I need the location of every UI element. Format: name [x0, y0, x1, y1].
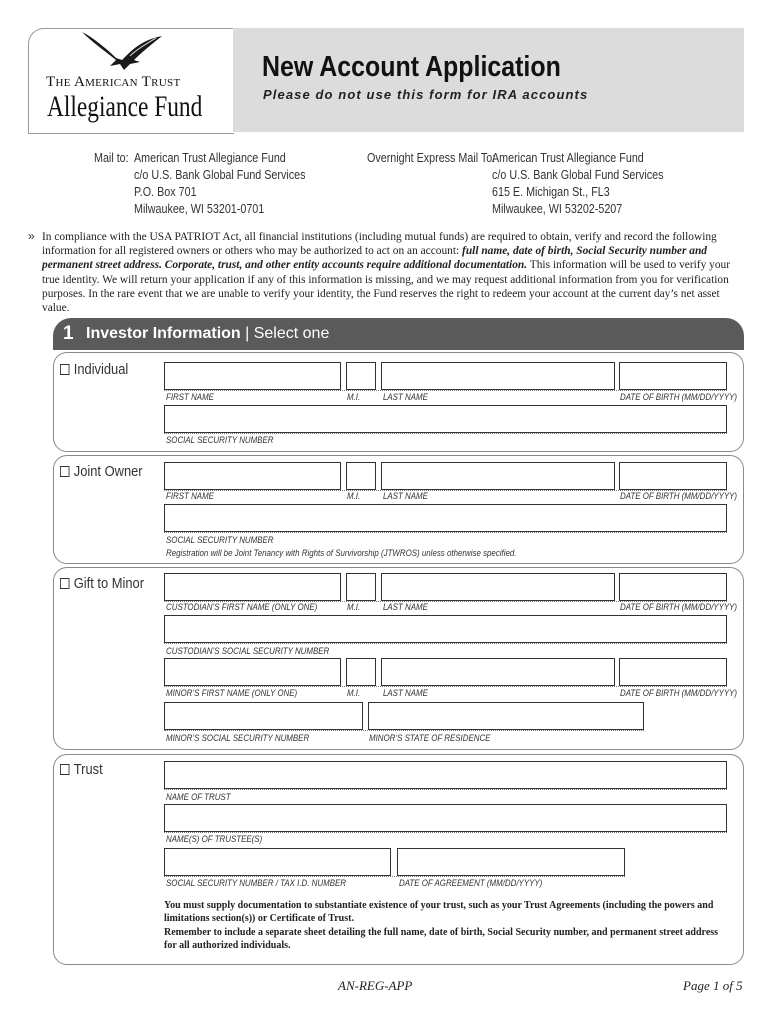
overnight-line1: American Trust Allegiance Fund	[492, 151, 644, 165]
logo-text-line2: Allegiance Fund	[47, 90, 203, 123]
trustees-field[interactable]	[164, 804, 727, 832]
trust-ssn-tax-label: SOCIAL SECURITY NUMBER / TAX I.D. NUMBER	[166, 878, 347, 888]
custodian-ssn-field[interactable]	[164, 615, 727, 643]
minor-first-name-field[interactable]	[164, 658, 341, 686]
minor-last-name-field[interactable]	[381, 658, 615, 686]
form-code: AN-REG-APP	[338, 978, 413, 993]
individual-ssn-label: SOCIAL SECURITY NUMBER	[166, 435, 274, 445]
joint-ssn-field[interactable]	[164, 504, 727, 532]
chevron-marker-icon: »	[28, 229, 35, 243]
minor-first-name-label: MINOR’S FIRST NAME (ONLY ONE)	[166, 688, 298, 698]
trustees-label: NAME(S) OF TRUSTEE(S)	[166, 834, 263, 844]
joint-first-name-label: FIRST NAME	[166, 491, 214, 501]
custodian-first-name-field[interactable]	[164, 573, 341, 601]
individual-mi-field[interactable]	[346, 362, 376, 390]
minor-mi-field[interactable]	[346, 658, 376, 686]
custodian-dob-field[interactable]	[619, 573, 727, 601]
mail-to-line3: P.O. Box 701	[134, 185, 197, 199]
checkbox-icon[interactable]	[60, 466, 69, 477]
custodian-dob-label: DATE OF BIRTH (MM/DD/YYYY)	[620, 602, 738, 612]
individual-dob-field[interactable]	[619, 362, 727, 390]
minor-state-label: MINOR’S STATE OF RESIDENCE	[369, 733, 491, 743]
minor-state-field[interactable]	[368, 702, 644, 730]
custodian-mi-field[interactable]	[346, 573, 376, 601]
individual-ssn-field[interactable]	[164, 405, 727, 433]
minor-dob-field[interactable]	[619, 658, 727, 686]
gift-to-minor-option[interactable]: Gift to Minor	[60, 575, 144, 592]
overnight-line4: Milwaukee, WI 53202-5207	[492, 202, 623, 216]
individual-first-name-field[interactable]	[164, 362, 341, 390]
joint-last-name-field[interactable]	[381, 462, 615, 490]
mail-to-line2: c/o U.S. Bank Global Fund Services	[134, 168, 306, 182]
trust-name-label: NAME OF TRUST	[166, 792, 231, 802]
overnight-line3: 615 E. Michigan St., FL3	[492, 185, 610, 199]
checkbox-icon[interactable]	[60, 764, 69, 775]
trust-option[interactable]: Trust	[60, 761, 103, 778]
eagle-logo-icon	[80, 30, 164, 74]
mail-to-line4: Milwaukee, WI 53201-0701	[134, 202, 265, 216]
individual-option[interactable]: Individual	[60, 361, 128, 378]
custodian-ssn-label: CUSTODIAN’S SOCIAL SECURITY NUMBER	[166, 646, 330, 656]
overnight-label: Overnight Express Mail To:	[367, 151, 496, 165]
mail-to-line1: American Trust Allegiance Fund	[134, 151, 286, 165]
section-title: Investor Information | Select one	[86, 325, 330, 342]
joint-ssn-label: SOCIAL SECURITY NUMBER	[166, 535, 274, 545]
joint-mi-label: M.I.	[347, 491, 361, 501]
minor-dob-label: DATE OF BIRTH (MM/DD/YYYY)	[620, 688, 738, 698]
custodian-last-name-label: LAST NAME	[383, 602, 428, 612]
checkbox-icon[interactable]	[60, 364, 69, 375]
joint-dob-label: DATE OF BIRTH (MM/DD/YYYY)	[620, 491, 738, 501]
joint-last-name-label: LAST NAME	[383, 491, 428, 501]
individual-dob-label: DATE OF BIRTH (MM/DD/YYYY)	[620, 392, 738, 402]
page-number: Page 1 of 5	[683, 978, 743, 993]
minor-ssn-field[interactable]	[164, 702, 363, 730]
logo-text-line1: The American Trust	[46, 74, 181, 90]
joint-first-name-field[interactable]	[164, 462, 341, 490]
minor-ssn-label: MINOR’S SOCIAL SECURITY NUMBER	[166, 733, 310, 743]
page-subtitle: Please do not use this form for IRA accounts	[263, 87, 589, 102]
page-title: New Account Application	[262, 51, 561, 83]
trust-agreement-date-label: DATE OF AGREEMENT (MM/DD/YYYY)	[399, 878, 543, 888]
individual-last-name-field[interactable]	[381, 362, 615, 390]
checkbox-icon[interactable]	[60, 578, 69, 589]
custodian-last-name-field[interactable]	[381, 573, 615, 601]
trust-ssn-tax-field[interactable]	[164, 848, 391, 876]
custodian-first-name-label: CUSTODIAN’S FIRST NAME (ONLY ONE)	[166, 602, 318, 612]
minor-mi-label: M.I.	[347, 688, 361, 698]
joint-dob-field[interactable]	[619, 462, 727, 490]
individual-mi-label: M.I.	[347, 392, 361, 402]
trust-name-field[interactable]	[164, 761, 727, 789]
joint-owner-option[interactable]: Joint Owner	[60, 463, 143, 480]
mail-to-label: Mail to:	[94, 151, 129, 165]
trust-documentation-note: You must supply documentation to substantiate existence of your trust, such as your Trust Agreements (including the powers and limitations section(s)) or Certificate of Trust.	[164, 900, 714, 924]
joint-tenancy-note: Registration will be Joint Tenancy with Rights of Survivorship (JTWROS) unless otherwise specified.	[166, 548, 517, 558]
trust-agreement-date-field[interactable]	[397, 848, 625, 876]
compliance-paragraph: In compliance with the USA PATRIOT Act, all financial institutions (including mutual funds) are required to obtain, verify and record the following information for all registered owners or others who may be authorized to act on an account: full name, date of birth, Social Security number and permanent street address. Corporate, trust, and other entity accounts require additional documentation. This information will be used to verify your true identity. We will return your application if any of this information is missing, and we may request additional information from you for verification purposes. In the rare event that we are unable to verify your identity, the Fund reserves the right to redeem your account at the current day’s net asset value.	[42, 231, 730, 315]
overnight-line2: c/o U.S. Bank Global Fund Services	[492, 168, 664, 182]
minor-last-name-label: LAST NAME	[383, 688, 428, 698]
custodian-mi-label: M.I.	[347, 602, 361, 612]
individual-first-name-label: FIRST NAME	[166, 392, 214, 402]
individual-last-name-label: LAST NAME	[383, 392, 428, 402]
section-number: 1	[63, 323, 74, 344]
trust-separate-sheet-note: Remember to include a separate sheet detailing the full name, date of birth, Social Security number, and permanent street address for all authorized individuals.	[164, 927, 719, 951]
joint-mi-field[interactable]	[346, 462, 376, 490]
